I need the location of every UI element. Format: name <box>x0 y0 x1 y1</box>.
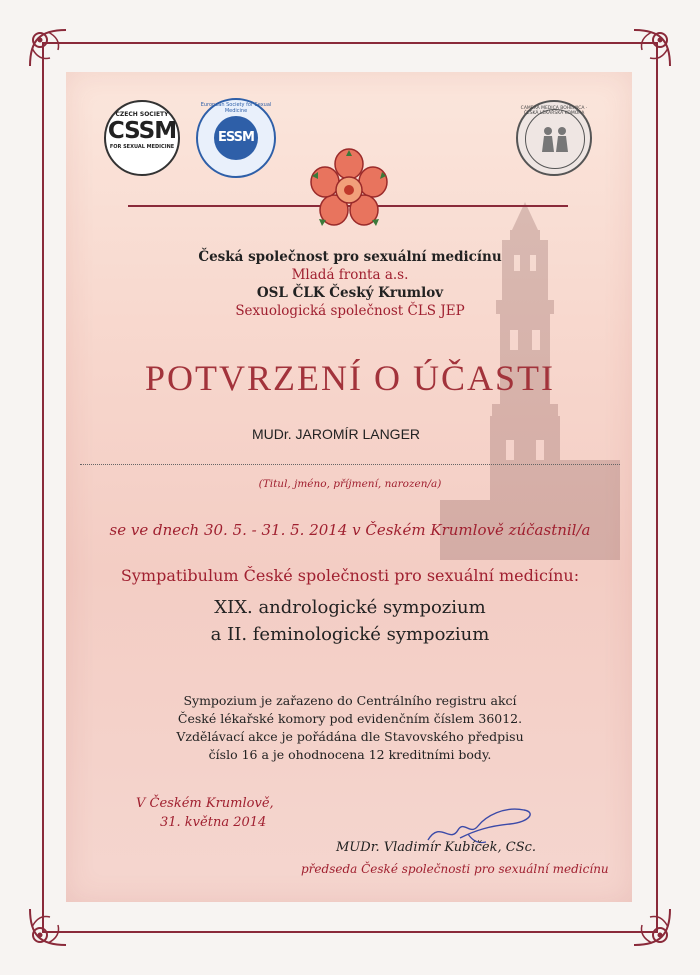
cssm-logo-bottom-text: FOR SEXUAL MEDICINE <box>109 144 175 150</box>
symposium-title-1: XIX. andrologické sympozium <box>214 597 486 618</box>
attendance-statement: se ve dnech 30. 5. - 31. 5. 2014 v Českém Krumlově zúčastnil/a <box>109 521 591 539</box>
registration-line: České lékařské komory pod evidenčním číslem 36012. <box>177 711 523 726</box>
participant-name: MUDr. JAROMÍR LANGER <box>252 426 421 442</box>
certificate-title: POTVRZENÍ O ÚČASTI <box>145 358 555 398</box>
seal-ring-text: CAMERA MEDICA BOHEMICA · ČESKÁ LÉKAŘSKÁ KOMORA <box>520 106 588 116</box>
name-dotted-line <box>80 464 620 465</box>
medical-chamber-seal <box>516 100 592 176</box>
cssm-logo-main-text: CSSM <box>107 118 177 144</box>
organizer-line: Česká společnost pro sexuální medicínu <box>198 249 502 265</box>
five-petal-rose-icon <box>306 146 392 232</box>
name-caption: (Titul, jméno, příjmení, narozen/a) <box>258 478 442 490</box>
issue-place: V Českém Krumlově, <box>136 796 274 811</box>
organizer-line: Mladá fronta a.s. <box>291 267 409 283</box>
signer-name: MUDr. Vladimír Kubíček, CSc. <box>336 840 537 855</box>
event-intro: Sympatibulum České společnosti pro sexuální medicínu: <box>120 566 580 585</box>
registration-line: číslo 16 a je ohodnocena 12 kreditními body. <box>208 747 492 762</box>
essm-logo-main-text: ESSM <box>214 116 258 160</box>
registration-line: Sympozium je zařazeno do Centrálního registru akcí <box>183 693 517 708</box>
organizer-line: Sexuologická společnost ČLS JEP <box>235 303 465 319</box>
essm-logo <box>196 98 276 178</box>
symposium-title-2: a II. feminologické sympozium <box>210 624 490 645</box>
organizer-line: OSL ČLK Český Krumlov <box>256 285 444 301</box>
essm-logo-ring-text: European Society for Sexual Medicine <box>200 102 272 114</box>
signer-role: předseda České společnosti pro sexuální medicínu <box>301 862 609 876</box>
registration-line: Vzdělávací akce je pořádána dle Stavovského předpisu <box>176 729 524 744</box>
issue-date: 31. května 2014 <box>160 815 267 830</box>
cssm-logo <box>104 100 180 176</box>
cssm-logo-top-text: CZECH SOCIETY <box>115 111 169 118</box>
seal-figures-icon <box>538 124 572 154</box>
